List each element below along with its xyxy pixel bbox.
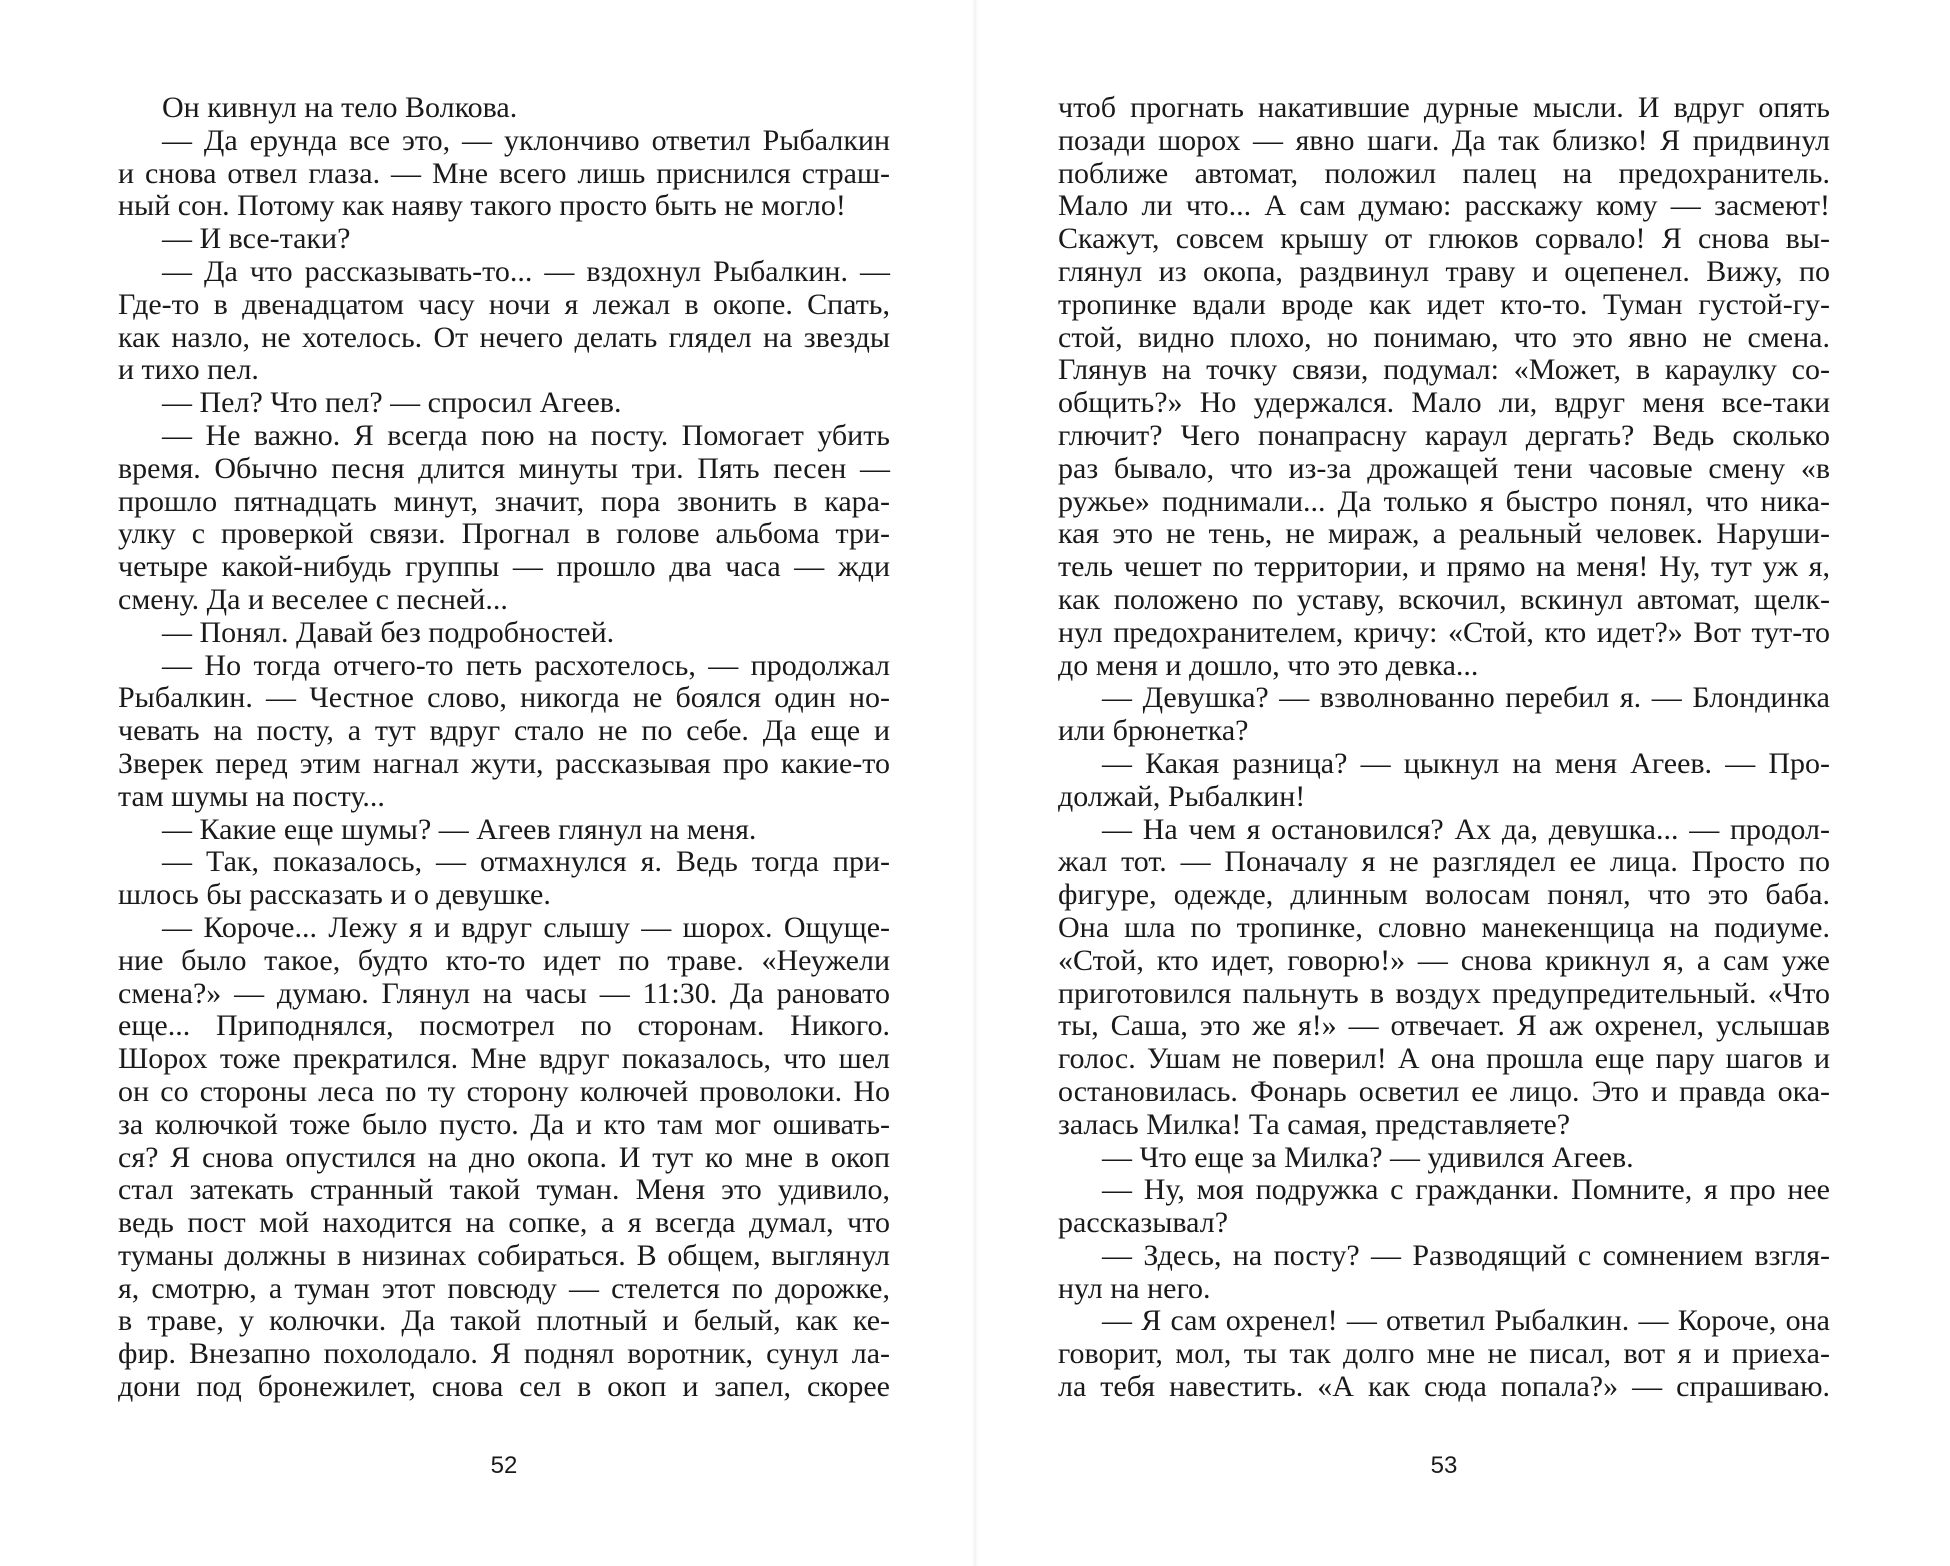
text-line: там шумы на посту... bbox=[118, 779, 385, 813]
text-line: остановилась. Фонарь осветил ее лицо. Это и правда ока- bbox=[1058, 1074, 1830, 1108]
text-line: говорит, мол, ты так долго мне не писал, вот я и приеха- bbox=[1058, 1337, 1830, 1371]
text-line: — Девушка? — взволнованно перебил я. — Блондинка bbox=[1102, 681, 1830, 715]
text-line: как назло, не хотелось. От нечего делать глядел на звезды bbox=[118, 320, 890, 354]
text-line: Где-то в двенадцатом часу ночи я лежал в окопе. Спать, bbox=[118, 287, 890, 321]
text-line: до меня и дошло, что это девка... bbox=[1058, 648, 1479, 682]
text-line: должай, Рыбалкин! bbox=[1058, 779, 1306, 813]
text-line: раз бывало, что из-за дрожащей тени часовые смену «в bbox=[1058, 451, 1830, 485]
text-line: — Я сам охренел! — ответил Рыбалкин. — Короче, она bbox=[1102, 1304, 1830, 1338]
text-line: смену. Да и веселее с песней... bbox=[118, 582, 508, 616]
text-line: прошло пятнадцать минут, значит, пора звонить в кара- bbox=[118, 484, 890, 518]
text-line: глянул из окопа, раздвинул траву и оцепенел. Вижу, по bbox=[1058, 254, 1830, 288]
text-line: дони под бронежилет, снова сел в окоп и запел, скорее bbox=[118, 1370, 890, 1404]
text-line: я, смотрю, а туман этот повсюду — стелется по дорожке, bbox=[118, 1271, 890, 1305]
text-line: Зверек перед этим нагнал жути, рассказывая про какие-то bbox=[118, 746, 890, 780]
text-line: ся? Я снова опустился на дно окопа. И тут ко мне в окоп bbox=[118, 1140, 890, 1174]
text-line: приготовился пальнуть в воздух предупредительный. «Что bbox=[1058, 976, 1830, 1010]
text-line: — И все-таки? bbox=[162, 222, 351, 256]
text-line: время. Обычно песня длится минуты три. Пять песен — bbox=[118, 451, 890, 485]
text-line: тель чешет по территории, и прямо на меня! Ну, тут уж я, bbox=[1058, 550, 1830, 584]
text-line: «Стой, кто идет, говорю!» — снова крикнул я, а сам уже bbox=[1058, 943, 1830, 977]
right-page-number: 53 bbox=[1430, 1452, 1458, 1479]
text-line: Он кивнул на тело Волкова. bbox=[162, 91, 518, 124]
text-line: — Ну, моя подружка с гражданки. Помните, я про нее bbox=[1102, 1173, 1830, 1207]
text-line: Шорох тоже прекратился. Мне вдруг показалось, что шел bbox=[118, 1042, 890, 1076]
text-line: — Какая разница? — цыкнул на меня Агеев. — Про- bbox=[1102, 746, 1830, 780]
text-line: нул на него. bbox=[1058, 1271, 1211, 1305]
text-line: ружье» поднимали... Да только я быстро понял, что ника- bbox=[1058, 484, 1830, 518]
text-line: как положено по уставу, вскочил, вскинул автомат, щелк- bbox=[1058, 582, 1830, 616]
text-line: чтоб прогнать накатившие дурные мысли. И вдруг опять bbox=[1058, 91, 1830, 124]
text-line: смена?» — думаю. Глянул на часы — 11:30. Да рановато bbox=[118, 976, 890, 1010]
text-line: чевать на посту, а тут вдруг стало не по себе. Да еще и bbox=[118, 714, 890, 748]
text-line: за колючкой тоже было пусто. Да и кто там мог ошивать- bbox=[118, 1107, 890, 1141]
text-line: нул предохранителем, кричу: «Стой, кто идет?» Вот тут-то bbox=[1058, 615, 1830, 649]
text-line: рассказывал? bbox=[1058, 1206, 1229, 1240]
text-line: — Какие еще шумы? — Агеев глянул на меня. bbox=[162, 812, 757, 846]
text-line: — Так, показалось, — отмахнулся я. Ведь тогда при- bbox=[162, 845, 890, 879]
left-page-text bbox=[118, 92, 890, 1404]
right-page-text bbox=[1058, 92, 1830, 1404]
text-line: ный сон. Потому как наяву такого просто быть не могло! bbox=[118, 189, 846, 223]
text-line: позади шорох — явно шаги. Да так близко! Я придвинул bbox=[1058, 123, 1830, 157]
text-line: кая это не тень, не мираж, а реальный человек. Наруши- bbox=[1058, 517, 1830, 551]
text-line: — Короче... Лежу я и вдруг слышу — шорох. Ощуще- bbox=[162, 910, 890, 944]
text-line: — Не важно. Я всегда пою на посту. Помогает убить bbox=[162, 418, 890, 452]
book-gutter bbox=[972, 0, 978, 1566]
text-line: — Здесь, на посту? — Разводящий с сомнением взгля- bbox=[1102, 1238, 1830, 1272]
text-line: глючит? Чего понапрасну караул дергать? Ведь сколько bbox=[1058, 418, 1830, 452]
text-line: жал тот. — Поначалу я не разглядел ее лица. Просто по bbox=[1058, 845, 1830, 879]
text-line: Рыбалкин. — Честное слово, никогда не боялся один но- bbox=[118, 681, 890, 715]
text-line: ты, Саша, это же я!» — отвечает. Я аж охренел, услышав bbox=[1058, 1009, 1830, 1043]
text-line: — Понял. Давай без подробностей. bbox=[162, 615, 615, 649]
text-line: и тихо пел. bbox=[118, 353, 259, 387]
text-line: ла тебя навестить. «А как сюда попала?» — спрашиваю. bbox=[1058, 1370, 1830, 1404]
text-line: — На чем я остановился? Ах да, девушка... — продол- bbox=[1102, 812, 1830, 846]
text-line: туманы должны в низинах собираться. В общем, выглянул bbox=[118, 1238, 890, 1272]
text-line: в траве, у колючки. Да такой плотный и белый, как ке- bbox=[118, 1304, 890, 1338]
text-line: фигуре, одежде, длинным волосам понял, что это баба. bbox=[1058, 878, 1830, 912]
text-line: стой, видно плохо, но понимаю, что это явно не смена. bbox=[1058, 320, 1830, 354]
text-line: — Да ерунда все это, — уклончиво ответил Рыбалкин bbox=[162, 123, 890, 157]
text-line: Глянув на точку связи, подумал: «Может, в караулку со- bbox=[1058, 353, 1830, 387]
text-line: ние было такое, будто кто-то идет по траве. «Неужели bbox=[118, 943, 890, 977]
text-line: — Пел? Что пел? — спросил Агеев. bbox=[162, 386, 622, 420]
text-line: — Что еще за Милка? — удивился Агеев. bbox=[1102, 1140, 1634, 1174]
text-line: еще... Приподнялся, посмотрел по сторонам. Никого. bbox=[118, 1009, 890, 1043]
text-line: Мало ли что... А сам думаю: расскажу кому — засмеют! bbox=[1058, 189, 1830, 223]
text-line: улку с проверкой связи. Прогнал в голове альбома три- bbox=[118, 517, 890, 551]
text-line: и снова отвел глаза. — Мне всего лишь приснился страш- bbox=[118, 156, 890, 190]
text-line: четыре какой-нибудь группы — прошло два часа — жди bbox=[118, 550, 890, 584]
text-line: фир. Внезапно похолодало. Я поднял воротник, сунул ла- bbox=[118, 1337, 890, 1371]
text-line: залась Милка! Та самая, представляете? bbox=[1058, 1107, 1571, 1141]
text-line: Она шла по тропинке, словно манекенщица на подиуме. bbox=[1058, 910, 1830, 944]
text-line: стал затекать странный такой туман. Меня это удивило, bbox=[118, 1173, 890, 1207]
left-page-number: 52 bbox=[490, 1452, 518, 1479]
text-line: голос. Ушам не поверил! А она прошла еще пару шагов и bbox=[1058, 1042, 1830, 1076]
text-line: он со стороны леса по ту сторону колючей проволоки. Но bbox=[118, 1074, 890, 1108]
text-line: шлось бы рассказать и о девушке. bbox=[118, 878, 551, 912]
text-line: общить?» Но удержался. Мало ли, вдруг меня все-таки bbox=[1058, 386, 1830, 420]
text-line: — Да что рассказывать-то... — вздохнул Рыбалкин. — bbox=[162, 254, 890, 288]
text-line: поближе автомат, положил палец на предохранитель. bbox=[1058, 156, 1830, 190]
text-line: ведь пост мой находится на сопке, а я всегда думал, что bbox=[118, 1206, 890, 1240]
text-line: или брюнетка? bbox=[1058, 714, 1249, 748]
text-line: тропинке вдали вроде как идет кто-то. Туман густой-гу- bbox=[1058, 287, 1830, 321]
text-line: Скажут, совсем крышу от глюков сорвало! Я снова вы- bbox=[1058, 222, 1830, 256]
text-line: — Но тогда отчего-то петь расхотелось, — продолжал bbox=[162, 648, 890, 682]
